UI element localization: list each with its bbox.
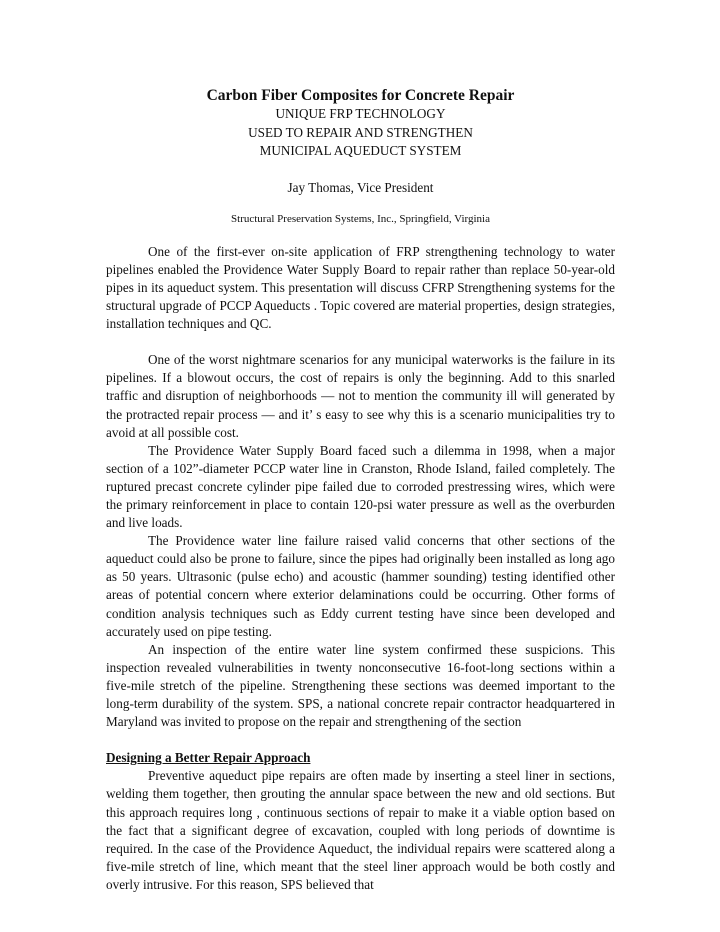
body-paragraph-4: An inspection of the entire water line system confirmed these suspicions. This inspection revealed vulnerabilities in twenty nonconsecutive 16-foot-long sections within a five-mile stretch of the pipeline. Strengthening these sections was deemed important to the long-term durability of the system. SPS, a national concrete repair contractor headquartered in Maryland was invited to propose on the repair and strengthening of the section [106,641,615,730]
body-paragraph-2: The Providence Water Supply Board faced such a dilemma in 1998, when a major section of a 102”-diameter PCCP water line in Cranston, Rhode Island, failed completely. The ruptured precast concrete cylinder pipe failed due to corroded prestressing wires, which were the primary reinforcement in place to contain 120-psi water pressure as well as the overburden and live loads. [106,442,615,531]
body-paragraph-1: One of the worst nightmare scenarios for any municipal waterworks is the failure in its pipelines. If a blowout occurs, the cost of repairs is only the beginning. Add to this snarled traffic and disruption of neighborhoods — not to mention the community ill will generated by the protracted repair process — and it’ s easy to see why this is a scenario municipalities try to avoid at all possible cost. [106,352,615,440]
body-paragraph-5: Preventive aqueduct pipe repairs are often made by inserting a steel liner in sections, welding them together, then grouting the annular space between the new and old sections. But this approach requires long , continuous sections of repair to make it a viable option based on the fact that a significant degree of excavation, coupled with long periods of downtime is required. In the case of the Providence Aqueduct, the individual repairs were scattered along a five-mile stretch of line, which meant that the steel liner approach would be both costly and overly intrusive. For this reason, SPS believed that [106,768,615,892]
document-page [106,86,615,894]
subtitle-line-2: USED TO REPAIR AND STRENGTHEN [248,124,473,140]
subtitle-line-3: MUNICIPAL AQUEDUCT SYSTEM [259,143,462,159]
author-line: Jay Thomas, Vice President [287,179,434,195]
affiliation-line: Structural Preservation Systems, Inc., Springfield, Virginia [231,212,490,225]
abstract-paragraph: One of the first-ever on-site application of FRP strengthening technology to water pipelines enabled the Providence Water Supply Board to repair rather than replace 50-year-old pipes in its aqueduct system. This presentation will discuss CFRP Strengthening systems for the structural upgrade of PCCP Aqueducts . Topic covered are material properties, design strategies, installation techniques and QC. [106,243,615,332]
body-paragraph-3: The Providence water line failure raised valid concerns that other sections of the aqueduct could also be prone to failure, since the pipes had originally been installed as long ago as 50 years. Ultrasonic (pulse echo) and acoustic (hammer sounding) testing identified other areas of potential concern where exterior delaminations could be occurring. Other forms of condition analysis techniques such as Eddy current testing have since been developed and accurately used on pipe testing. [106,533,615,639]
subtitle-line-1: UNIQUE FRP TECHNOLOGY [275,106,446,121]
section-heading: Designing a Better Repair Approach [106,750,311,766]
document-title: Carbon Fiber Composites for Concrete Repair [206,87,515,104]
